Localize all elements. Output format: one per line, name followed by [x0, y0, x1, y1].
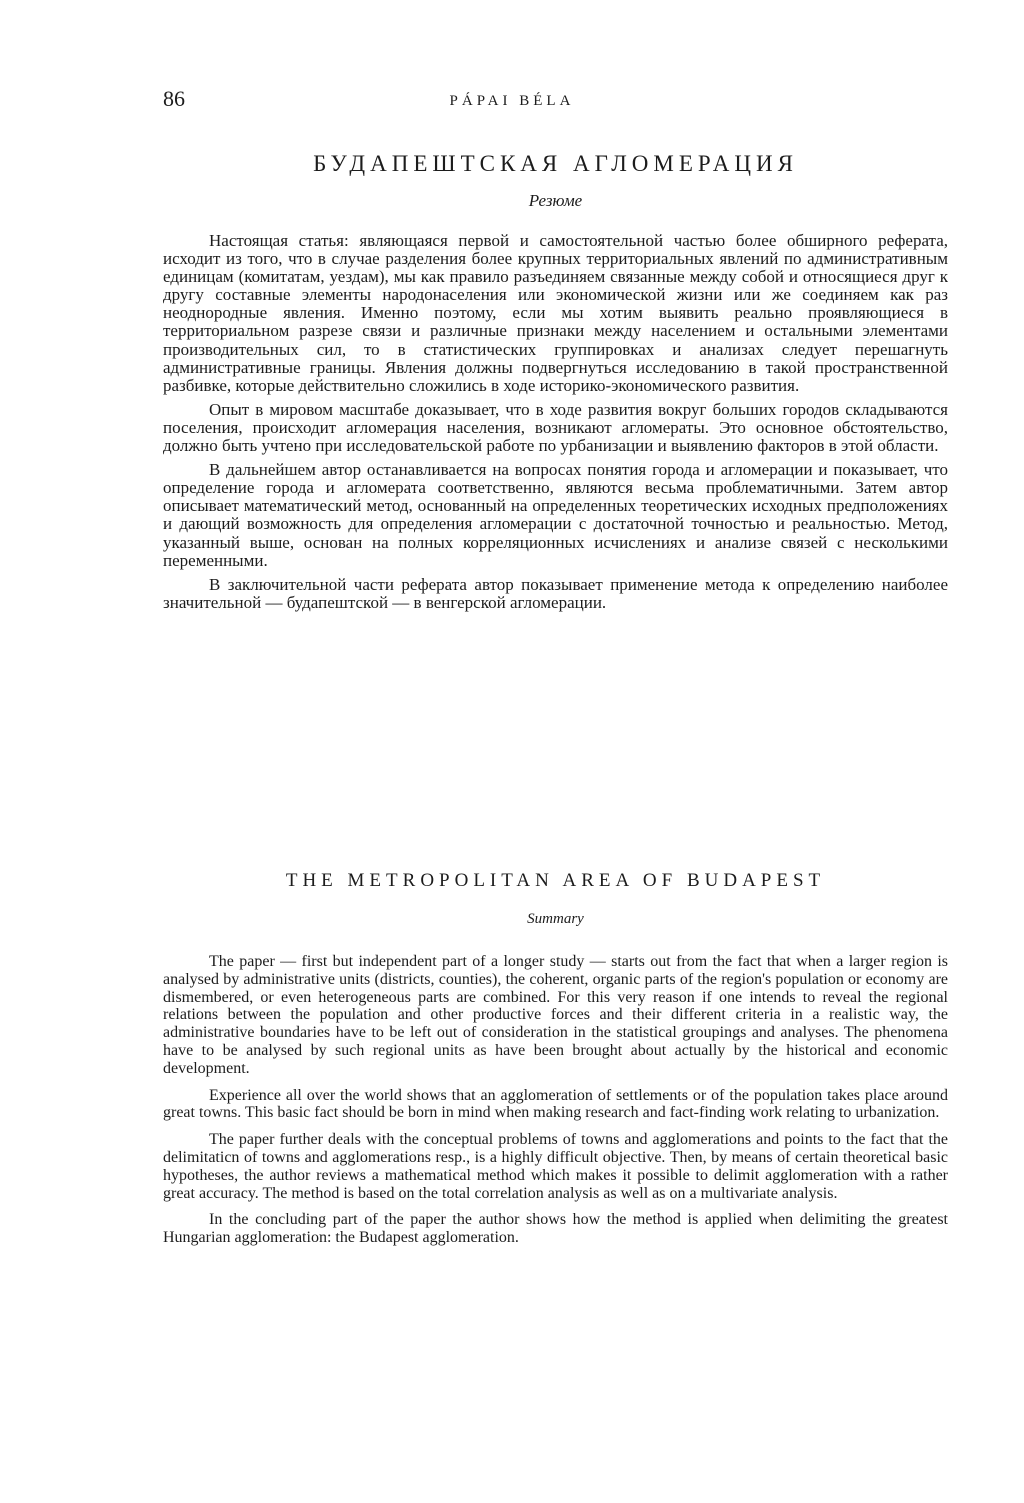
english-title: THE METROPOLITAN AREA OF BUDAPEST	[285, 870, 826, 891]
russian-body	[163, 232, 948, 612]
english-body	[163, 953, 948, 1247]
english-subtitle: Summary	[527, 911, 584, 927]
russian-title: БУДАПЕШТСКАЯ АГЛОМЕРАЦИЯ	[313, 151, 798, 176]
russian-paragraph-4: В заключительной части реферата автор показывает применение метода к определению наиболее значительной — будапештской — в венгерской агломерации.	[163, 574, 948, 612]
russian-paragraph-2: Опыт в мировом масштабе доказывает, что в ходе развития вокруг больших городов складываются поселения, происходит агломерация населения, возникают агломераты. Это основное обстоятельство, должно быть учтено при исследовательской работе по урбанизации и выявлению факторов в этой области.	[163, 399, 948, 456]
running-head: PÁPAI BÉLA	[449, 93, 575, 109]
english-paragraph-2: Experience all over the world shows that an agglomeration of settlements or of the population takes place around great towns. This basic fact should be born in mind when making research and fact-finding work relating to urbanization.	[163, 1086, 948, 1122]
english-paragraph-1: The paper — first but independent part of a longer study — starts out from the fact that when a larger region is analysed by administrative units (districts, counties), the coherent, organic parts of the region's population or economy are dismembered, or even heterogeneous parts are combined. For this very reason if one intends to reveal the regional relations between the population and other productive forces and their different criteria in a realistic way, the administrative boundaries have to be left out of consideration in the statistical groupings and analyses. The phenomena have to be analysed by such regional units as have been brought about actually by the historical and economic development.	[163, 953, 948, 1077]
russian-paragraph-1: Настоящая статья: являющаяся первой и самостоятельной частью более обширного реферата, исходит из того, что в случае разделения более крупных территориальных явлений по административным единицам (комитатам, уездам), мы как правило разъединяем связанные между собой и относящиеся друг к другу составные элементы народонаселения или экономической жизни или же соединяем как раз неоднородные явления. Именно поэтому, если мы хотим выявить реально проявляющиеся в территориальном разрезе связи и различные признаки между населением и остальными элементами производительных сил, то в статистических группировках и анализах следует перешагнуть административные границы. Явления должны подвергнуться исследованию в такой пространственной разбивке, которые действительно сложились в ходе историко-экономического развития.	[163, 231, 948, 395]
russian-summary-section	[163, 149, 948, 618]
english-summary-section	[163, 868, 948, 1256]
page-number: 86	[163, 86, 185, 111]
english-paragraph-4: In the concluding part of the paper the author shows how the method is applied when delimiting the greatest Hungarian agglomeration: the Budapest agglomeration.	[163, 1211, 948, 1247]
russian-subtitle: Резюме	[528, 191, 583, 210]
english-paragraph-3: The paper further deals with the conceptual problems of towns and agglomerations and points to the fact that the delimitaticn of towns and agglomerations resp., is a highly difficult objective. Then, by means of certain theoretical basic hypotheses, the author reviews a mathematical method which makes it possible to delimit agglomeration with a rather great accuracy. The method is based on the total correlation analysis as well as on a multivariate analysis.	[163, 1131, 948, 1202]
russian-paragraph-3: В дальнейшем автор останавливается на вопросах понятия города и агломерации и показывает, что определение города и агломерата соответственно, являются весьма проблематичными. Затем автор описывает математический метод, основанный на определенных теоретических исходных предположениях и дающий возможность для определения агломерации с достаточной точностью и реальностью. Метод, указанный выше, основан на полных корреляционных исчислениях и анализе связей с несколькими переменными.	[163, 460, 948, 570]
